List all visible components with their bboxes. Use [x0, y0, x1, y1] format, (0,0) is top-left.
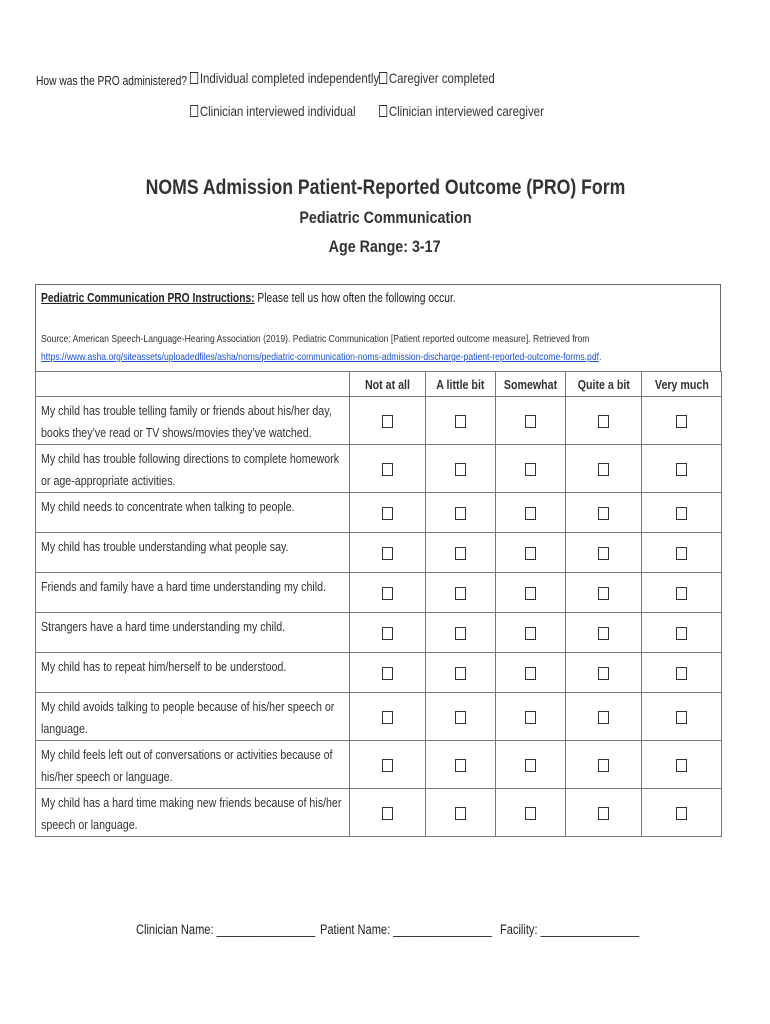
- rating-cell[interactable]: [426, 741, 496, 789]
- checkbox-icon[interactable]: [598, 807, 609, 820]
- checkbox-icon[interactable]: [455, 587, 466, 600]
- checkbox-icon[interactable]: [382, 759, 393, 772]
- administration-question: How was the PRO administered?: [36, 74, 187, 88]
- source-link-line: https://www.asha.org/siteassets/uploadedfiles/asha/noms/pediatric-communication-noms-admission-discharge-patient-reported-outcome-forms.pdf.: [41, 351, 602, 363]
- checkbox-icon[interactable]: [455, 463, 466, 476]
- rating-cell[interactable]: [496, 693, 566, 741]
- checkbox-icon[interactable]: [525, 627, 536, 640]
- checkbox-icon[interactable]: [382, 711, 393, 724]
- checkbox-icon[interactable]: [598, 759, 609, 772]
- rating-cell[interactable]: [496, 533, 566, 573]
- checkbox-icon[interactable]: [455, 759, 466, 772]
- rating-cell[interactable]: [426, 789, 496, 837]
- question-cell: [36, 397, 350, 445]
- checkbox-icon[interactable]: [455, 711, 466, 724]
- checkbox-icon[interactable]: [598, 587, 609, 600]
- checkbox-icon[interactable]: [379, 72, 387, 84]
- rating-cell[interactable]: [642, 653, 722, 693]
- table-row: [36, 533, 722, 573]
- checkbox-icon[interactable]: [525, 587, 536, 600]
- checkbox-icon[interactable]: [190, 105, 198, 117]
- question-text: My child avoids talking to people because of his/her speech or language.: [41, 699, 335, 736]
- checkbox-icon[interactable]: [598, 627, 609, 640]
- rating-cell[interactable]: [426, 613, 496, 653]
- rating-cell[interactable]: [350, 613, 426, 653]
- rating-cell[interactable]: [566, 533, 642, 573]
- checkbox-icon[interactable]: [382, 507, 393, 520]
- checkbox-icon[interactable]: [382, 463, 393, 476]
- checkbox-icon[interactable]: [382, 547, 393, 560]
- rating-cell[interactable]: [350, 789, 426, 837]
- option-caregiver-completed[interactable]: Caregiver completed: [379, 70, 495, 86]
- rating-cell[interactable]: [566, 445, 642, 493]
- option-individual-independent[interactable]: Individual completed independently: [190, 70, 379, 86]
- rating-cell[interactable]: [642, 493, 722, 533]
- checkbox-icon[interactable]: [455, 807, 466, 820]
- rating-cell[interactable]: [566, 613, 642, 653]
- option-clinician-caregiver[interactable]: Clinician interviewed caregiver: [379, 103, 544, 119]
- option-clinician-individual[interactable]: Clinician interviewed individual: [190, 103, 356, 119]
- table-row: [36, 573, 722, 613]
- checkbox-icon[interactable]: [525, 463, 536, 476]
- question-text: My child has to repeat him/herself to be understood.: [41, 659, 287, 674]
- rating-cell[interactable]: [350, 445, 426, 493]
- table-row: [36, 445, 722, 493]
- rating-table: [35, 371, 722, 837]
- rating-cell[interactable]: [642, 397, 722, 445]
- rating-cell[interactable]: [496, 573, 566, 613]
- table-row: [36, 397, 722, 445]
- checkbox-icon[interactable]: [525, 667, 536, 680]
- question-text: Friends and family have a hard time understanding my child.: [41, 579, 327, 594]
- rating-cell[interactable]: [350, 693, 426, 741]
- instructions-text: Please tell us how often the following occur.: [254, 291, 456, 305]
- table-row: [36, 789, 722, 837]
- checkbox-icon[interactable]: [525, 547, 536, 560]
- checkbox-icon[interactable]: [455, 667, 466, 680]
- checkbox-icon[interactable]: [382, 667, 393, 680]
- rating-cell[interactable]: [426, 533, 496, 573]
- checkbox-icon[interactable]: [525, 759, 536, 772]
- table-body: [36, 397, 722, 837]
- question-text: My child has a hard time making new friends because of his/her speech or language.: [41, 795, 342, 832]
- rating-cell[interactable]: [350, 493, 426, 533]
- checkbox-icon[interactable]: [525, 807, 536, 820]
- question-column-header: [36, 372, 350, 397]
- page-subtitle: Pediatric Communication: [298, 208, 472, 227]
- checkbox-icon[interactable]: [525, 711, 536, 724]
- checkbox-icon[interactable]: [598, 415, 609, 428]
- rating-cell[interactable]: [566, 653, 642, 693]
- question-cell: [36, 789, 350, 837]
- question-text: My child has trouble following directions to complete homework or age-appropriate activities.: [41, 451, 340, 488]
- rating-cell[interactable]: [496, 789, 566, 837]
- checkbox-icon[interactable]: [676, 587, 687, 600]
- rating-cell[interactable]: [426, 693, 496, 741]
- rating-cell[interactable]: [426, 653, 496, 693]
- rating-cell[interactable]: [566, 573, 642, 613]
- checkbox-icon[interactable]: [382, 627, 393, 640]
- rating-cell[interactable]: [496, 493, 566, 533]
- checkbox-icon[interactable]: [676, 547, 687, 560]
- checkbox-icon[interactable]: [190, 72, 198, 84]
- checkbox-icon[interactable]: [455, 547, 466, 560]
- question-cell: [36, 533, 350, 573]
- rating-cell[interactable]: [642, 741, 722, 789]
- column-header-quite-a-bit: Quite a bit: [566, 372, 642, 397]
- rating-cell[interactable]: [496, 613, 566, 653]
- checkbox-icon[interactable]: [382, 807, 393, 820]
- rating-cell[interactable]: [642, 533, 722, 573]
- checkbox-icon[interactable]: [598, 463, 609, 476]
- age-range: Age Range: 3-17: [329, 237, 441, 256]
- page-title: NOMS Admission Patient-Reported Outcome (PRO) Form: [145, 176, 625, 199]
- checkbox-icon[interactable]: [676, 667, 687, 680]
- checkbox-icon[interactable]: [525, 415, 536, 428]
- rating-cell[interactable]: [566, 789, 642, 837]
- checkbox-icon[interactable]: [455, 507, 466, 520]
- rating-cell[interactable]: [566, 397, 642, 445]
- question-cell: [36, 493, 350, 533]
- checkbox-icon[interactable]: [676, 415, 687, 428]
- checkbox-icon[interactable]: [598, 507, 609, 520]
- column-header-very-much: Very much: [642, 372, 722, 397]
- rating-cell[interactable]: [496, 653, 566, 693]
- checkbox-icon[interactable]: [676, 807, 687, 820]
- question-cell: [36, 445, 350, 493]
- question-text: Strangers have a hard time understanding my child.: [41, 619, 286, 634]
- question-text: My child has trouble telling family or friends about his/her day, books they’ve read or TV shows/movies they’ve watched.: [41, 403, 332, 440]
- question-cell: [36, 653, 350, 693]
- checkbox-icon[interactable]: [676, 759, 687, 772]
- patient-name-field[interactable]: Patient Name: ________________: [320, 922, 492, 937]
- instructions-label: Pediatric Communication PRO Instructions:: [41, 291, 255, 305]
- question-cell: [36, 613, 350, 653]
- question-text: My child needs to concentrate when talking to people.: [41, 499, 295, 514]
- rating-cell[interactable]: [642, 613, 722, 653]
- table-row: [36, 741, 722, 789]
- rating-cell[interactable]: [426, 573, 496, 613]
- table-row: [36, 493, 722, 533]
- column-header-somewhat: Somewhat: [496, 372, 566, 397]
- checkbox-icon[interactable]: [455, 627, 466, 640]
- rating-cell[interactable]: [426, 493, 496, 533]
- question-text: My child has trouble understanding what people say.: [41, 539, 289, 554]
- checkbox-icon[interactable]: [598, 547, 609, 560]
- rating-cell[interactable]: [426, 445, 496, 493]
- rating-cell[interactable]: [350, 741, 426, 789]
- facility-field[interactable]: Facility: ________________: [500, 922, 640, 937]
- rating-cell[interactable]: [566, 693, 642, 741]
- rating-cell[interactable]: [350, 533, 426, 573]
- rating-cell[interactable]: [350, 573, 426, 613]
- source-citation: Source: American Speech-Language-Hearing Association (2019). Pediatric Communication [Patient reported outcome measure]. Retrieved from: [41, 333, 590, 345]
- rating-cell[interactable]: [496, 445, 566, 493]
- checkbox-icon[interactable]: [455, 415, 466, 428]
- question-cell: [36, 693, 350, 741]
- rating-cell[interactable]: [566, 741, 642, 789]
- table-row: [36, 693, 722, 741]
- question-cell: [36, 573, 350, 613]
- checkbox-icon[interactable]: [676, 627, 687, 640]
- checkbox-icon[interactable]: [598, 711, 609, 724]
- table-row: [36, 613, 722, 653]
- checkbox-icon[interactable]: [382, 587, 393, 600]
- question-cell: [36, 741, 350, 789]
- rating-cell[interactable]: [350, 653, 426, 693]
- checkbox-icon[interactable]: [598, 667, 609, 680]
- rating-cell[interactable]: [496, 397, 566, 445]
- table-header-row: [36, 372, 722, 397]
- rating-cell[interactable]: [426, 397, 496, 445]
- rating-cell[interactable]: [642, 789, 722, 837]
- question-text: My child feels left out of conversations or activities because of his/her speech or language.: [41, 747, 333, 784]
- checkbox-icon[interactable]: [379, 105, 387, 117]
- checkbox-icon[interactable]: [676, 507, 687, 520]
- column-header-a-little-bit: A little bit: [426, 372, 496, 397]
- checkbox-icon[interactable]: [676, 463, 687, 476]
- instructions-box: [35, 284, 721, 372]
- rating-cell[interactable]: [642, 573, 722, 613]
- checkbox-icon[interactable]: [676, 711, 687, 724]
- rating-cell[interactable]: [496, 741, 566, 789]
- rating-cell[interactable]: [642, 693, 722, 741]
- rating-cell[interactable]: [642, 445, 722, 493]
- column-header-not-at-all: Not at all: [350, 372, 426, 397]
- source-link[interactable]: https://www.asha.org/siteassets/uploadedfiles/asha/noms/pediatric-communication-noms-admission-discharge-patient-reported-outcome-forms.pdf: [41, 351, 599, 363]
- clinician-name-field[interactable]: Clinician Name: ________________: [136, 922, 316, 937]
- rating-cell[interactable]: [566, 493, 642, 533]
- instructions-line: [41, 291, 456, 305]
- table-row: [36, 653, 722, 693]
- rating-cell[interactable]: [350, 397, 426, 445]
- checkbox-icon[interactable]: [525, 507, 536, 520]
- checkbox-icon[interactable]: [382, 415, 393, 428]
